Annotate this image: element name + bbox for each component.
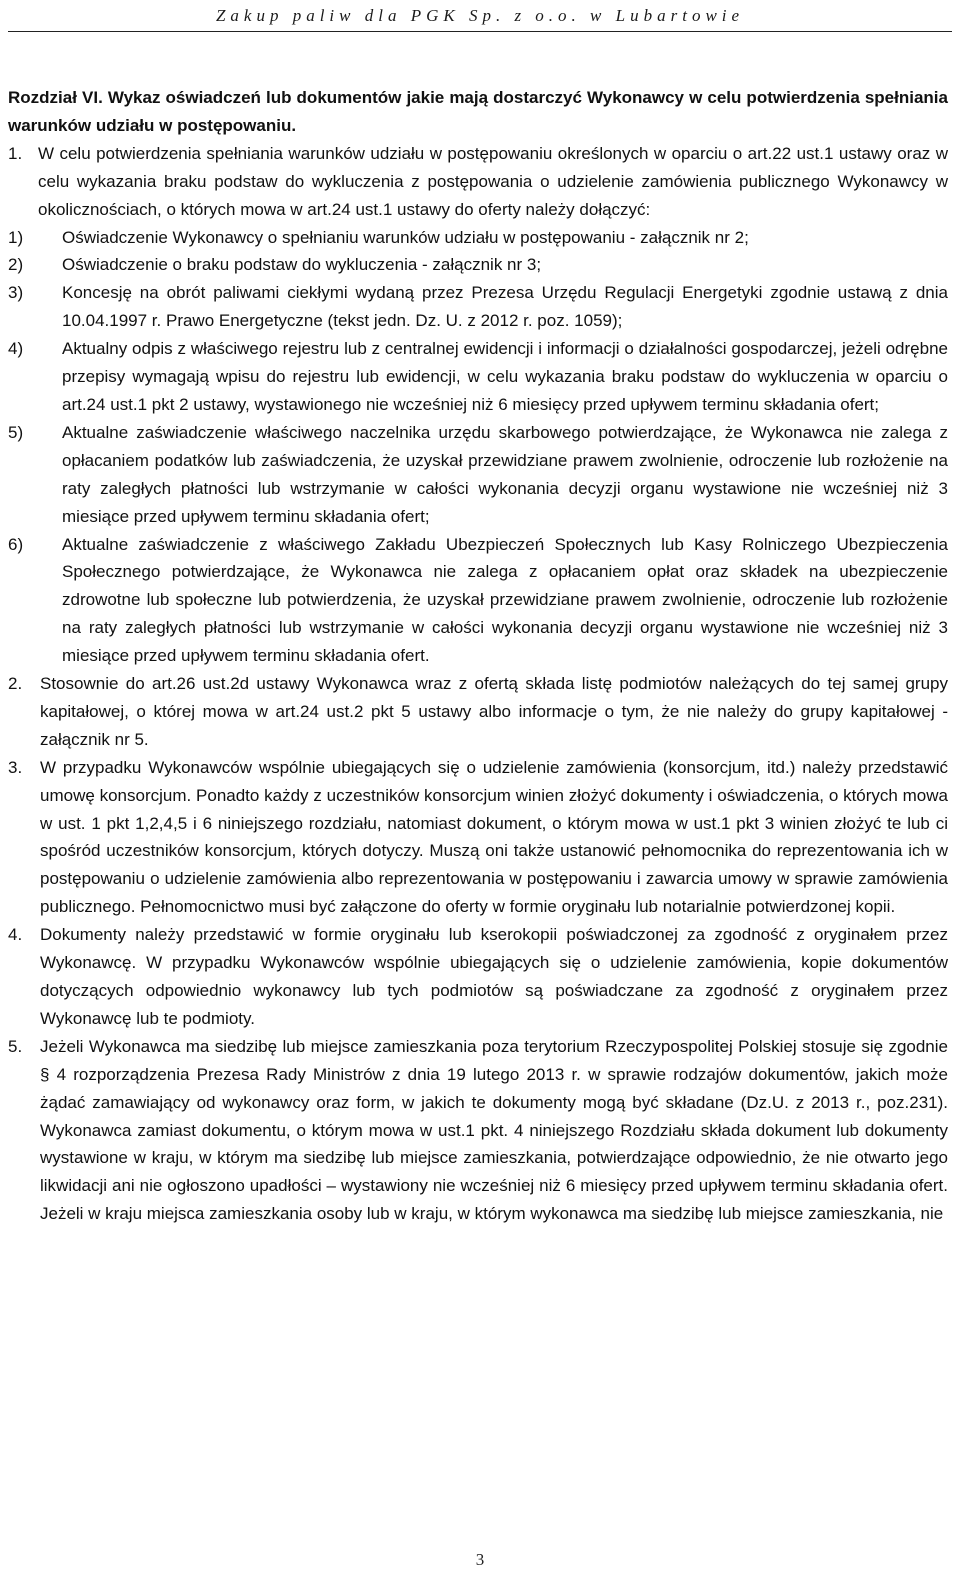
sub-item-5 [8,419,948,531]
sub-item-number: 6) [8,534,24,554]
item-text: Dokumenty należy przedstawić w formie oryginału lub kserokopii poświadczonej za zgodność z oryginałem przez Wykonawcę. W przypadku Wykonawców wspólnie ubiegających się o udzielenie zamówienia, kopie dokumentów dotyczących odpowiednio wykonawcy lub tych podmiotów są poświadczane za zgodność z oryginałem przez Wykonawcę lub te podmioty. [40,925,948,1028]
section-item-5 [8,1033,948,1228]
item-text: W przypadku Wykonawców wspólnie ubiegających się o udzielenie zamówienia (konsorcjum, itd.) należy przedstawić umowę konsorcjum. Ponadto każdy z uczestników konsorcjum winien złożyć dokumenty i oświadczenia, o których mowa w ust. 1 pkt 1,2,4,5 i 6 niniejszego rozdziału, natomiast dokument, o którym mowa w ust.1 pkt 3 winien złożyć te lub ci spośród uczestników konsorcjum, których dotyczy. Muszą oni także ustanowić pełnomocnika do reprezentowania ich w postępowaniu o udzielenie zamówienia albo reprezentowania w postępowaniu i zawarcia umowy w sprawie zamówienia publicznego. Pełnomocnictwo musi być załączone do oferty w formie oryginału lub notarialnie potwierdzonej kopii. [40,757,948,917]
sub-item-number: 4) [8,339,24,359]
section-item-1 [8,140,948,224]
sub-item-6 [8,531,948,671]
chapter-title: Rozdział VI. Wykaz oświadczeń lub dokumentów jakie mają dostarczyć Wykonawcy w celu potwierdzenia spełniania warunków udziału w postępowaniu. [8,88,948,135]
sub-item-text: Aktualne zaświadczenie z właściwego Zakładu Ubezpieczeń Społecznych lub Kasy Rolniczego Ubezpieczenia Społecznego potwierdzające, że Wykonawca nie zalega z opłacaniem opłat oraz składek na ubezpieczenie zdrowotne lub społeczne lub potwierdzenia, że uzyskał przewidziane prawem zwolnienie, odroczenie lub rozłożenie na raty zaległych płatności lub wstrzymanie w całości wykonania decyzji organu wystawione nie wcześniej niż 3 miesiące przed upływem terminu składania ofert. [62,534,948,666]
item-text: Jeżeli Wykonawca ma siedzibę lub miejsce zamieszkania poza terytorium Rzeczypospolitej Polskiej stosuje się zgodnie § 4 rozporządzenia Prezesa Rady Ministrów z dnia 19 lutego 2013 r. w sprawie rodzajów dokumentów, jakich może żądać zamawiający od wykonawcy oraz form, w jakich te dokumenty mogą być składane (Dz.U. z 2013 r., poz.231). Wykonawca zamiast dokumentu, o którym mowa w ust.1 pkt. 4 niniejszego Rozdziału składa dokument lub dokumenty wystawione w kraju, w którym ma siedzibę lub miejsce zamieszkania, potwierdzające odpowiednio, że nie otwarto jego likwidacji ani nie ogłoszono upadłości – wystawiony nie wcześniej niż 6 miesięcy przed upływem terminu składania ofert. Jeżeli w kraju miejsca zamieszkania osoby lub w kraju, w którym wykonawca ma siedzibę lub miejsce zamieszkania, nie [40,1036,948,1224]
sub-item-text: Aktualne zaświadczenie właściwego naczelnika urzędu skarbowego potwierdzające, że Wykonawca nie zalega z opłacaniem podatków lub zaświadczenia, że uzyskał przewidziane prawem zwolnienie, odroczenie lub rozłożenie na raty zaległych płatności lub wstrzymanie w całości wykonania decyzji organu wystawione nie wcześniej niż 3 miesiące przed upływem terminu składania ofert; [62,422,948,526]
sub-item-4 [8,335,948,419]
document-body [8,84,948,1228]
sub-list [8,224,948,671]
item-number: 2. [8,674,23,694]
item-intro: W celu potwierdzenia spełniania warunków udziału w postępowaniu określonych w oparciu o art.22 ust.1 ustawy oraz w celu wykazania braku podstaw do wykluczenia z postępowania o udzielenie zamówienia publicznego Wykonawcy w okolicznościach, o których mowa w art.24 ust.1 ustawy do oferty należy dołączyć: [38,143,948,219]
sub-item-1 [8,224,948,252]
page-number: 3 [475,1550,485,1569]
sub-item-text: Oświadczenie Wykonawcy o spełnianiu warunków udziału w postępowaniu - załącznik nr 2; [62,227,749,247]
item-text: Stosownie do art.26 ust.2d ustawy Wykonawca wraz z ofertą składa listę podmiotów należących do tej samej grupy kapitałowej, o której mowa w art.24 ust.2 pkt 5 ustawy albo informacje o tym, że nie należy do grupy kapitałowej - załącznik nr 5. [40,674,948,749]
sub-item-number: 2) [8,255,24,275]
sub-item-number: 3) [8,283,24,303]
sub-item-text: Koncesję na obrót paliwami ciekłymi wydaną przez Prezesa Urzędu Regulacji Energetyki zgodnie ustawą z dnia 10.04.1997 r. Prawo Energetyczne (tekst jedn. Dz. U. z 2012 r. poz. 1059); [62,283,948,331]
item-number: 1. [8,143,23,163]
section-item-3 [8,754,948,921]
sub-item-2 [8,251,948,279]
sub-item-3 [8,279,948,335]
sub-item-number: 5) [8,422,24,442]
sub-item-text: Aktualny odpis z właściwego rejestru lub z centralnej ewidencji i informacji o działalności gospodarczej, jeżeli odrębne przepisy wymagają wpisu do rejestru lub ewidencji, w celu wykazania braku podstaw do wykluczenia w oparciu o art.24 ust.1 pkt 2 ustawy, wystawionego nie wcześniej niż 6 miesięcy przed upływem terminu składania ofert; [62,339,948,414]
sub-item-text: Oświadczenie o braku podstaw do wykluczenia - załącznik nr 3; [62,255,542,275]
item-number: 4. [8,925,23,945]
item-number: 5. [8,1036,23,1056]
sub-item-number: 1) [8,227,24,247]
header-divider [8,31,952,32]
section-item-2 [8,670,948,754]
section-item-4 [8,921,948,1033]
document-header: Zakup paliw dla PGK Sp. z o.o. w Lubartowie [215,6,745,25]
item-number: 3. [8,757,23,777]
